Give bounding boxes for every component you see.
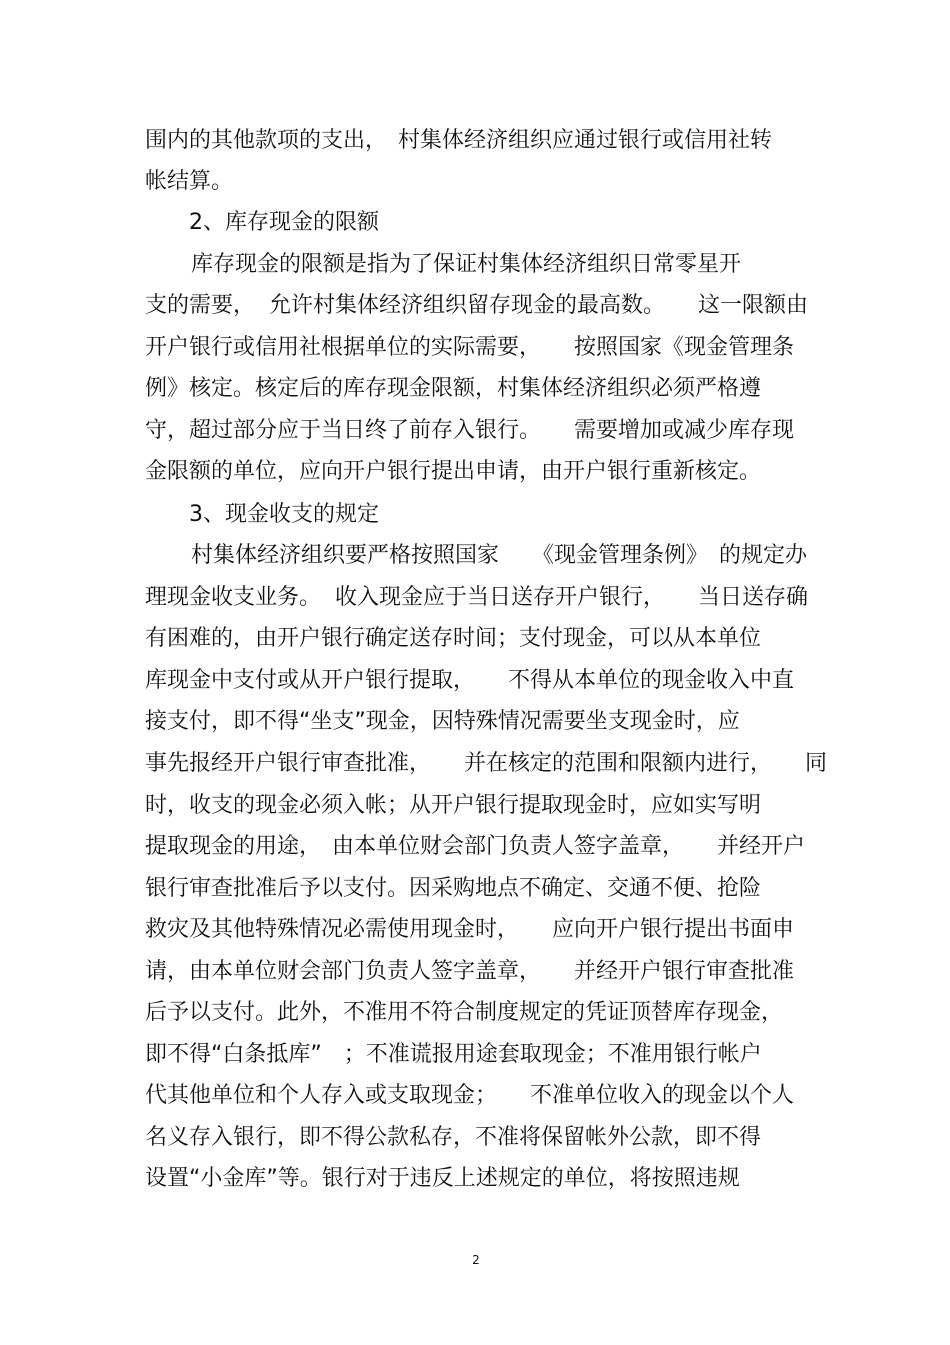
text-line: 请，由本单位财会部门负责人签字盖章， 并经开户银行审查批准 [145, 959, 795, 984]
text-line: 金限额的单位，应向开户银行提出申请，由开户银行重新核定。 [145, 459, 762, 484]
text-line: 例》核定。核定后的库存现金限额，村集体经济组织必须严格遵 [145, 376, 762, 401]
text-line: 事先报经开户银行审查批准， 并在核定的范围和限额内进行， 同 [145, 751, 828, 776]
text-line: 有困难的，由开户银行确定送存时间；支付现金，可以从本单位 [145, 626, 762, 651]
text-line: 守，超过部分应于当日终了前存入银行。 需要增加或减少库存现 [145, 418, 795, 443]
text-line: 名义存入银行，即不得公款私存，不准将保留帐外公款，即不得 [145, 1125, 762, 1150]
text-line: 救灾及其他特殊情况必需使用现金时， 应向开户银行提出书面申 [145, 917, 795, 942]
text-line: 提取现金的用途， 由本单位财会部门负责人签字盖章， 并经开户 [145, 834, 806, 859]
text-line: 村集体经济组织要严格按照国家 《现金管理条例》 的规定办 [191, 543, 808, 568]
text-line: 库存现金的限额是指为了保证村集体经济组织日常零星开 [191, 252, 742, 277]
text-line: 银行审查批准后予以支付。因采购地点不确定、交通不便、抢险 [145, 876, 762, 901]
text-line: 开户银行或信用社根据单位的实际需要， 按照国家《现金管理条 [145, 335, 795, 360]
text-line: 时，收支的现金必须入帐；从开户银行提取现金时，应如实写明 [145, 793, 762, 818]
text-line: 帐结算。 [145, 169, 234, 194]
text-line: 设置“小金库”等。银行对于违反上述规定的单位，将按照违规 [145, 1166, 740, 1191]
text-line: 后予以支付。此外，不准用不符合制度规定的凭证顶替库存现金， [145, 1000, 784, 1025]
text-line: 理现金收支业务。 收入现金应于当日送存开户银行， 当日送存确 [145, 585, 808, 610]
text-line: 代其他单位和个人存入或支取现金； 不准单位收入的现金以个人 [145, 1083, 795, 1108]
section-heading: 3、现金收支的规定 [189, 502, 379, 527]
text-line: 围内的其他款项的支出， 村集体经济组织应通过银行或信用社转 [145, 128, 773, 153]
text-line: 即不得“白条抵库” ；不准谎报用途套取现金；不准用银行帐户 [145, 1042, 762, 1067]
text-line: 支的需要， 允许村集体经济组织留存现金的最高数。 这一限额由 [145, 293, 808, 318]
text-line: 库现金中支付或从开户银行提取， 不得从本单位的现金收入中直 [145, 668, 795, 693]
text-line: 接支付，即不得“坐支”现金，因特殊情况需要坐支现金时，应 [145, 709, 740, 734]
section-heading: 2、库存现金的限额 [189, 210, 379, 235]
page-number: 2 [472, 1253, 480, 1267]
